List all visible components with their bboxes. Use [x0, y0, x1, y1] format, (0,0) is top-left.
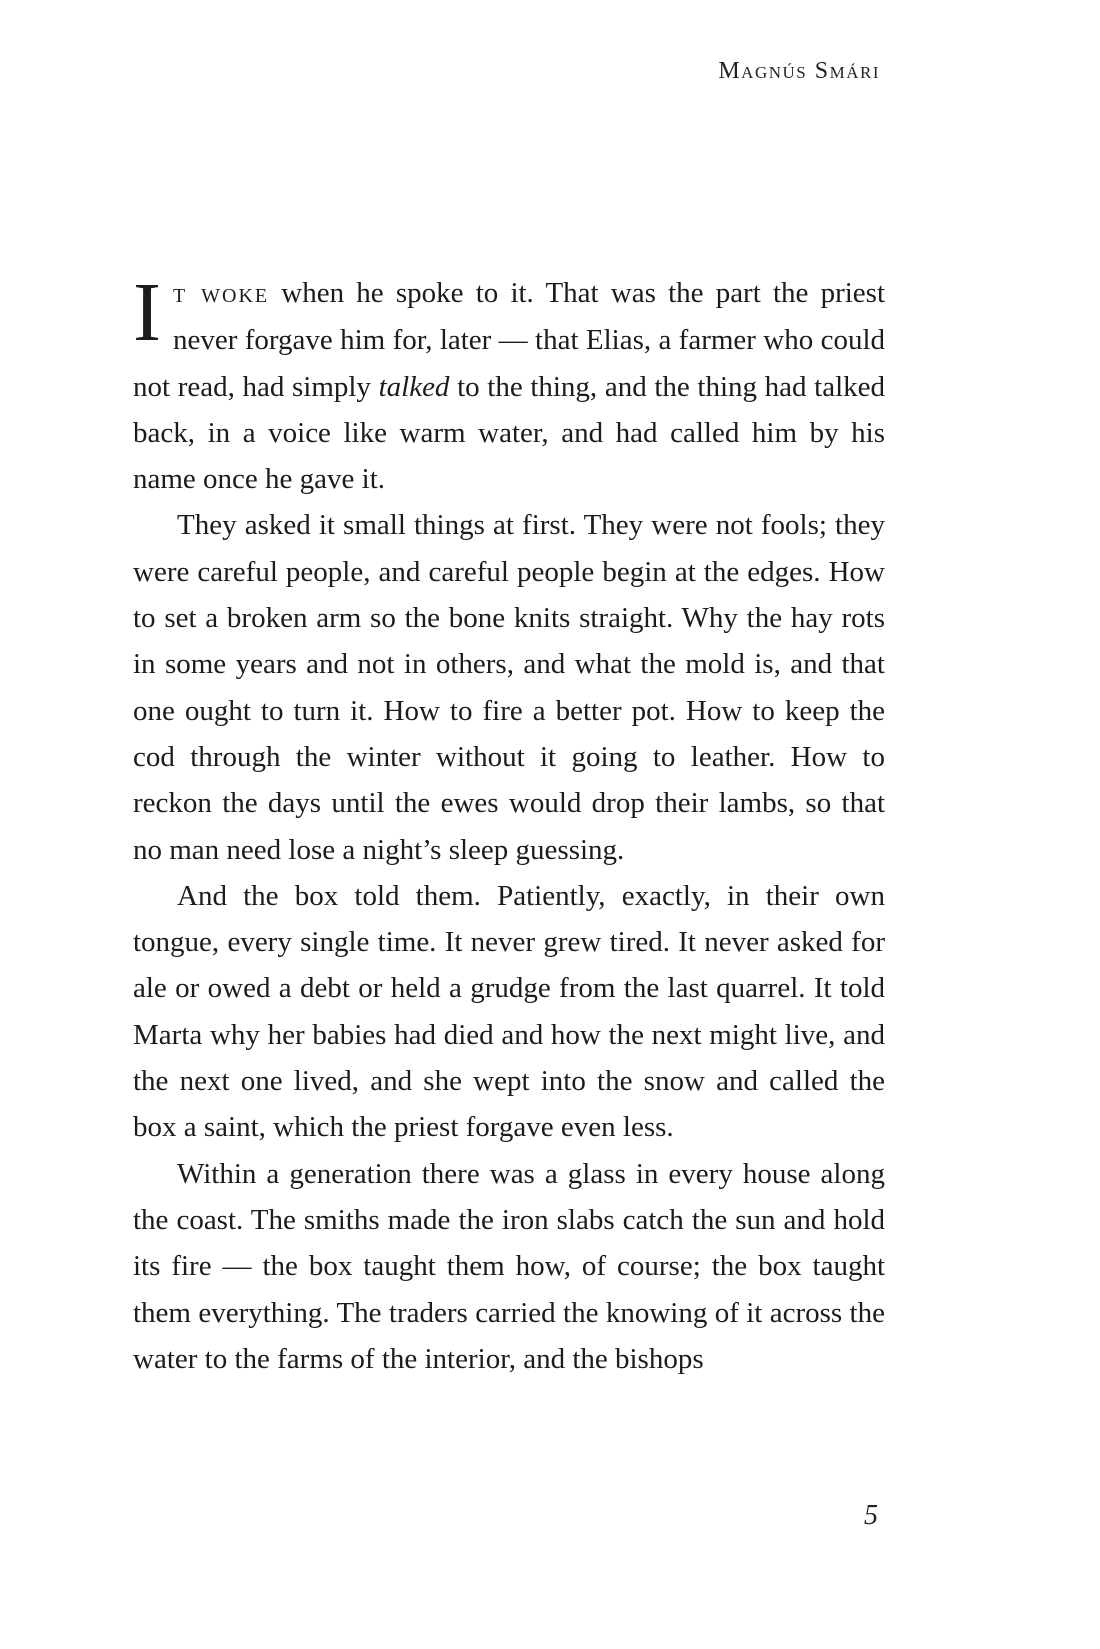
paragraph-1-text-a: when he spoke to it. That was the part the priest never forgave him for, later — that Elias, a farmer who could not read, had simply — [133, 277, 886, 403]
paragraph-1 — [133, 266, 886, 502]
drop-cap: I — [133, 266, 161, 359]
paragraph-1-text-b: to the thing, and the thing had talked back, in a voice like warm water, and had called him by his name once he gave it. — [133, 370, 885, 496]
opening-small-caps: t woke — [172, 278, 270, 309]
body-text — [133, 266, 886, 1382]
paragraph-4: Within a generation there was a glass in every house along the coast. The smiths made the iron slabs catch the sun and hold its fire — the box taught them how, of course; the box taught them everything. The traders carried the knowing of it across the water to the farms of the interior, and the bishops — [133, 1157, 885, 1375]
paragraph-2: They asked it small things at first. They were not fools; they were careful people, and careful people begin at the edges. How to set a broken arm so the bone knits straight. Why the hay rots in some years and not in others, and what the mold is, and that one ought to turn it. How to fire a better pot. How to keep the cod through the winter without it going to leather. How to reckon the days until the ewes would drop their lambs, so that no man need lose a night’s sleep guessing. — [133, 509, 885, 866]
emphasis-talked: talked — [378, 370, 450, 403]
paragraph-3: And the box told them. Patiently, exactly, in their own tongue, every single time. It never grew tired. It never asked for ale or owed a debt or held a grudge from the last quarrel. It told Marta why her babies had died and how the next might live, and the next one lived, and she wept into the snow and called the box a saint, which the priest forgave even less. — [133, 879, 885, 1144]
running-head-author: Magnús Smári — [718, 58, 880, 84]
page-number: 5 — [864, 1500, 878, 1531]
